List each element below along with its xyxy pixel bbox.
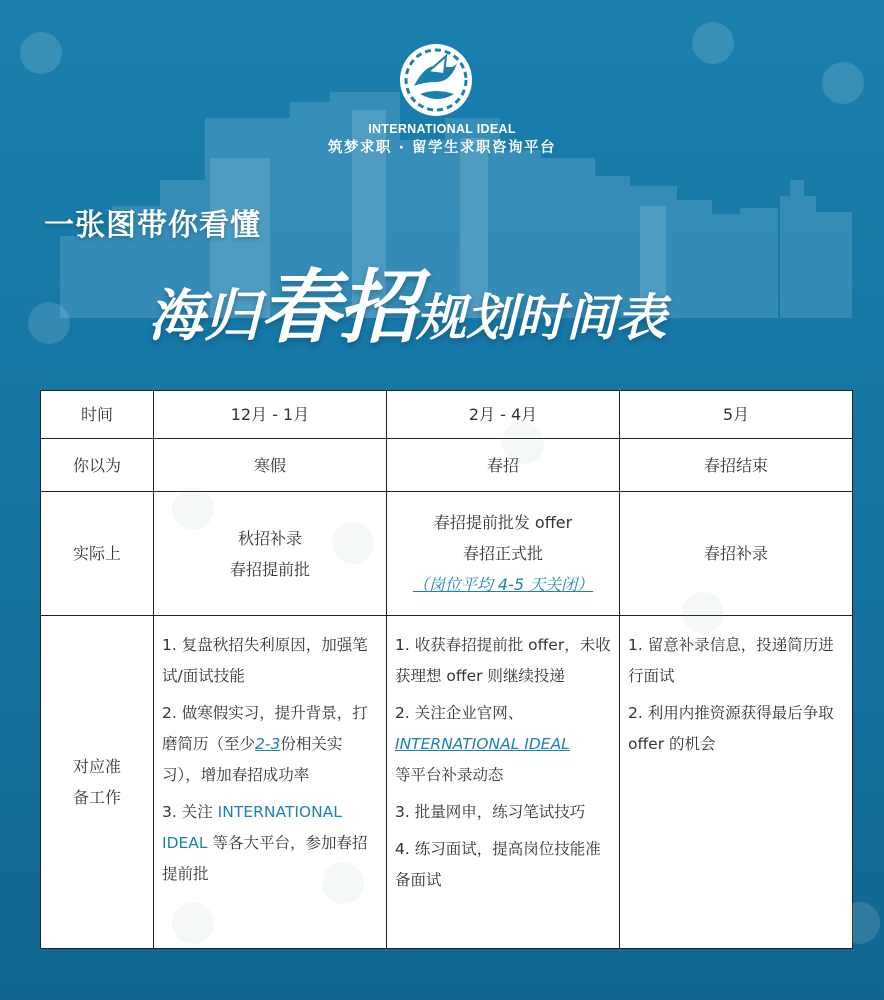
cell-prep-col1 <box>154 616 387 949</box>
cell-prep-col2 <box>387 616 620 949</box>
cell-prep-col3 <box>620 616 853 949</box>
list-item-text: 2. 做寒假实习，提升背景，打磨简历（至少 <box>162 704 368 753</box>
list-item-text: 2. 关注企业官网、 <box>395 704 524 722</box>
header-feb-apr: 2月 - 4月 <box>387 391 620 439</box>
brand-link[interactable]: INTERNATIONAL IDEAL <box>395 735 570 753</box>
table-header-row <box>41 391 853 439</box>
brand-tagline: 筑梦求职 · 留学生求职咨询平台 <box>327 140 557 156</box>
list-item-text: 等平台补录动态 <box>395 766 504 784</box>
list-item: 2. 利用内推资源获得最后争取 offer 的机会 <box>628 704 834 753</box>
list-item-text: 3. 关注 <box>162 803 218 821</box>
header-dec-jan: 12月 - 1月 <box>154 391 387 439</box>
schedule-table <box>40 390 853 949</box>
list-item: 1. 收获春招提前批 offer，未收获理想 offer 则继续投递 <box>395 636 611 685</box>
cell-text: 春招提前批发 offer <box>433 513 573 532</box>
list-item <box>162 797 381 890</box>
internship-count-link[interactable]: 2-3 <box>255 735 281 753</box>
list-item <box>162 698 381 791</box>
table-row-reality <box>41 492 853 616</box>
header-time: 时间 <box>41 391 154 439</box>
row-label-expectation: 你以为 <box>41 439 154 492</box>
label-line: 对应准 <box>72 757 121 776</box>
brand-name: INTERNATIONAL IDEAL <box>368 122 516 136</box>
cell-actual-col1 <box>154 492 387 616</box>
row-label-reality: 实际上 <box>41 492 154 616</box>
table-row-expectation <box>41 439 853 492</box>
list-item <box>395 698 614 791</box>
cell-actual-col3 <box>620 492 853 616</box>
row-label-preparation <box>41 616 154 949</box>
cell-text: 春招提前批 <box>229 559 310 579</box>
table-row-preparation <box>41 616 853 949</box>
brand-logo-icon <box>398 42 474 118</box>
list-item-text: 份相关实习），增加春招成功率 <box>162 735 343 784</box>
title-part-3: 规划时间表 <box>416 289 666 347</box>
title-part-1: 海归 <box>148 284 260 349</box>
list-item: 1. 留意补录信息，投递简历进行面试 <box>628 636 834 685</box>
brand-highlight: INTERNATIONAL IDEAL <box>162 803 342 852</box>
list-item: 3. 批量网申，练习笔试技巧 <box>395 803 586 821</box>
cell-text: 春招正式批 <box>462 544 543 563</box>
cell-expect-col2: 春招 <box>387 439 620 492</box>
header-may: 5月 <box>620 391 853 439</box>
list-item-text: 等各大平台，参加春招提前批 <box>162 834 368 883</box>
poster-subtitle: 一张图带你看懂 <box>44 208 261 243</box>
cell-text: 春招补录 <box>703 544 768 563</box>
poster-title <box>148 243 666 358</box>
label-line: 备工作 <box>72 788 121 807</box>
list-item: 1. 复盘秋招失利原因，加强笔试/面试技能 <box>162 636 368 685</box>
position-close-note: （岗位平均 4-5 天关闭） <box>412 575 594 594</box>
title-part-2: 春招 <box>260 261 416 354</box>
cell-actual-col2 <box>387 492 620 616</box>
list-item: 4. 练习面试，提高岗位技能准备面试 <box>395 840 601 889</box>
cell-text: 秋招补录 <box>237 528 302 548</box>
cell-expect-col1: 寒假 <box>154 439 387 492</box>
cell-expect-col3: 春招结束 <box>620 439 853 492</box>
